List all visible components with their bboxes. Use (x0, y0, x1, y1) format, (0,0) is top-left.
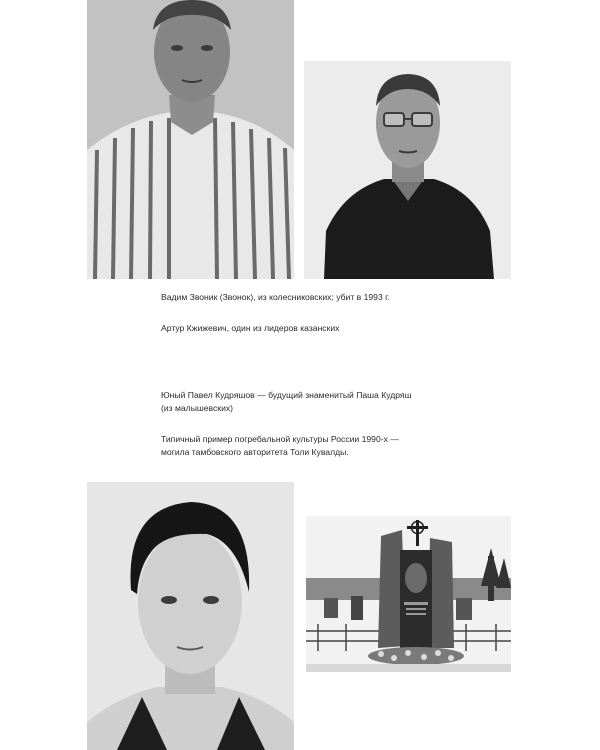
caption-pavel-kudryashov: Юный Павел Кудряшов — будущий знаменитый Паша Кудряш (из малышевских) (161, 390, 412, 413)
caption-grave: Типичный пример погребальной культуры России 1990-х — могила тамбовского авторитета Толи Кувалды. (161, 434, 399, 457)
caption-vadim-zvonik: Вадим Звоник (Звонок), из колесниковских; убит в 1993 г. (161, 292, 390, 302)
photo-grave-monument (306, 516, 511, 672)
caption-artur-kzhizhevich: Артур Кжижевич, один из лидеров казанских (161, 323, 340, 333)
photo-artur-kzhizhevich (304, 61, 511, 279)
photo-vadim-zvonik (87, 0, 294, 279)
photo-pavel-kudryashov (87, 482, 294, 750)
